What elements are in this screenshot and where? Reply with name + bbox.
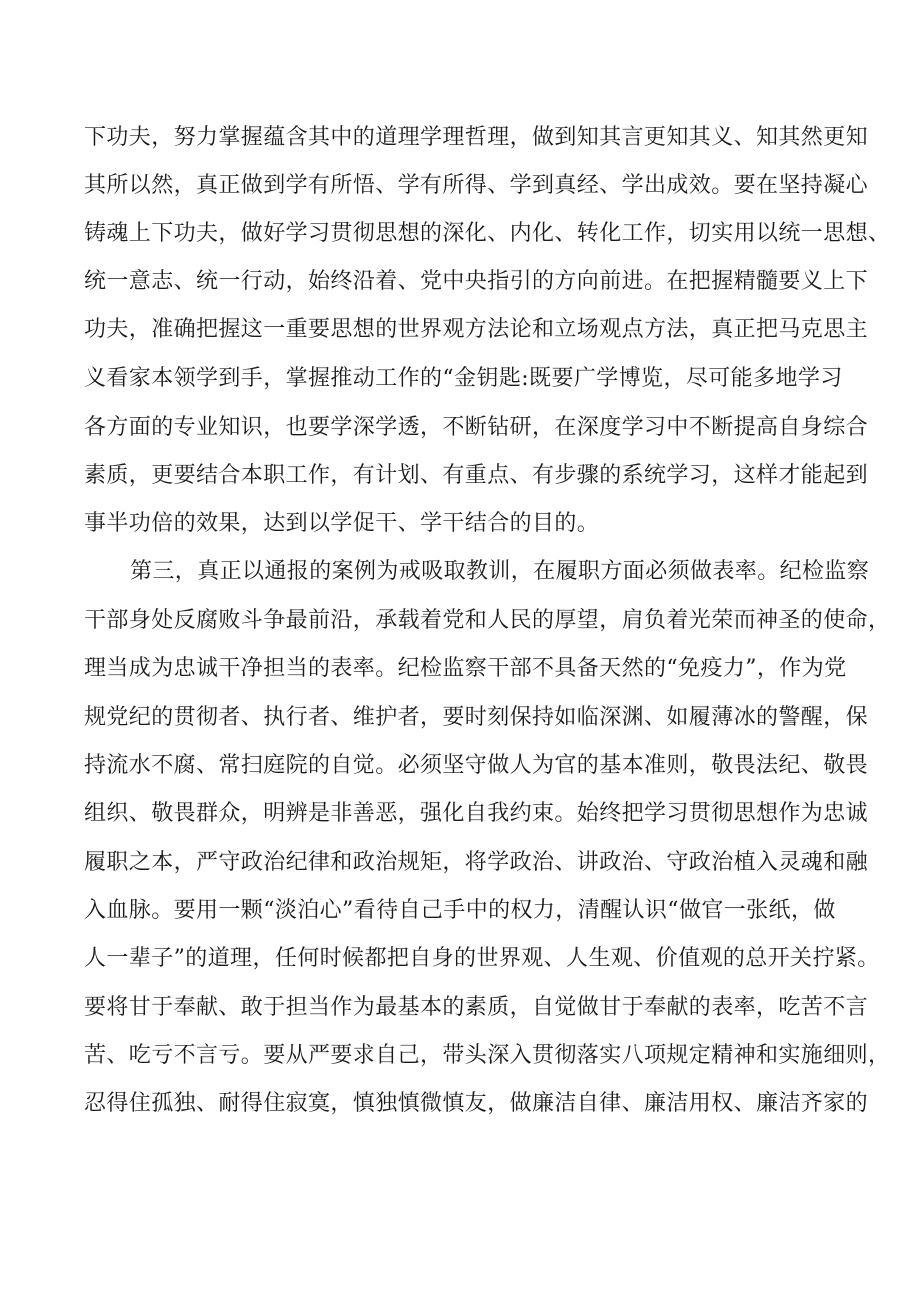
paragraph-line: 其所以然，真正做到学有所悟、学有所得、学到真经、学出成效。要在坚持凝心 [84,173,869,198]
paragraph-line: 履职之本，严守政治纪律和政治规矩，将学政治、讲政治、守政治植入灵魂和融 [84,850,869,875]
paragraph-line: 功夫，准确把握这一重要思想的世界观方法论和立场观点方法，真正把马克思主 [84,317,869,342]
paragraph-line: 入血脉。要用一颗“淡泊心”看待自己手中的权力，清醒认识“做官一张纸，做 [84,898,836,923]
paragraph-line: 素质，更要结合本职工作，有计划、有重点、有步骤的系统学习，这样才能起到 [84,463,869,488]
paragraph-line: 人一辈子”的道理，任何时候都把自身的世界观、人生观、价值观的总开关拧紧。 [84,946,880,971]
paragraph-line: 忍得住孤独、耐得住寂寞，慎独慎微慎友，做廉洁自律、廉洁用权、廉洁齐家的 [84,1091,869,1116]
paragraph-line: 规党纪的贯彻者、执行者、维护者，要时刻保持如临深渊、如履薄冰的警醒，保 [84,705,869,730]
paragraph-line: 统一意志、统一行动，始终沿着、党中央指引的方向前进。在把握精髓要义上下 [84,269,869,294]
paragraph-line: 事半功倍的效果，达到以学促干、学干结合的目的。 [84,511,600,536]
paragraph-line: 理当成为忠诚干净担当的表率。纪检监察干部不具备天然的“免疫力”，作为党 [84,656,847,681]
paragraph-line: 下功夫，努力掌握蕴含其中的道理学理哲理，做到知其言更知其义、知其然更知 [84,125,869,150]
paragraph-line: 要将甘于奉献、敢于担当作为最基本的素质，自觉做甘于奉献的表率，吃苦不言 [84,995,869,1020]
paragraph-line: 铸魂上下功夫，做好学习贯彻思想的深化、内化、转化工作，切实用以统一思想、 [84,221,891,246]
paragraph-line: 持流水不腐、常扫庭院的自觉。必须坚守做人为官的基本准则，敬畏法纪、敬畏 [84,753,869,778]
paragraph-line: 苦、吃亏不言亏。要从严要求自己，带头深入贯彻落实八项规定精神和实施细则， [84,1043,891,1068]
paragraph-line: 干部身处反腐败斗争最前沿，承载着党和人民的厚望，肩负着光荣而神圣的使命， [84,608,891,633]
paragraph-line: 义看家本领学到手，掌握推动工作的“金钥匙:既要广学博览，尽可能多地学习 [84,366,843,391]
paragraph-line: 组织、敬畏群众，明辨是非善恶，强化自我约束。始终把学习贯彻思想作为忠诚 [84,801,869,826]
paragraph-line: 各方面的专业知识，也要学深学透，不断钻研，在深度学习中不断提高自身综合 [84,415,869,440]
paragraph-line: 第三，真正以通报的案例为戒吸取教训，在履职方面必须做表率。纪检监察 [130,559,870,584]
